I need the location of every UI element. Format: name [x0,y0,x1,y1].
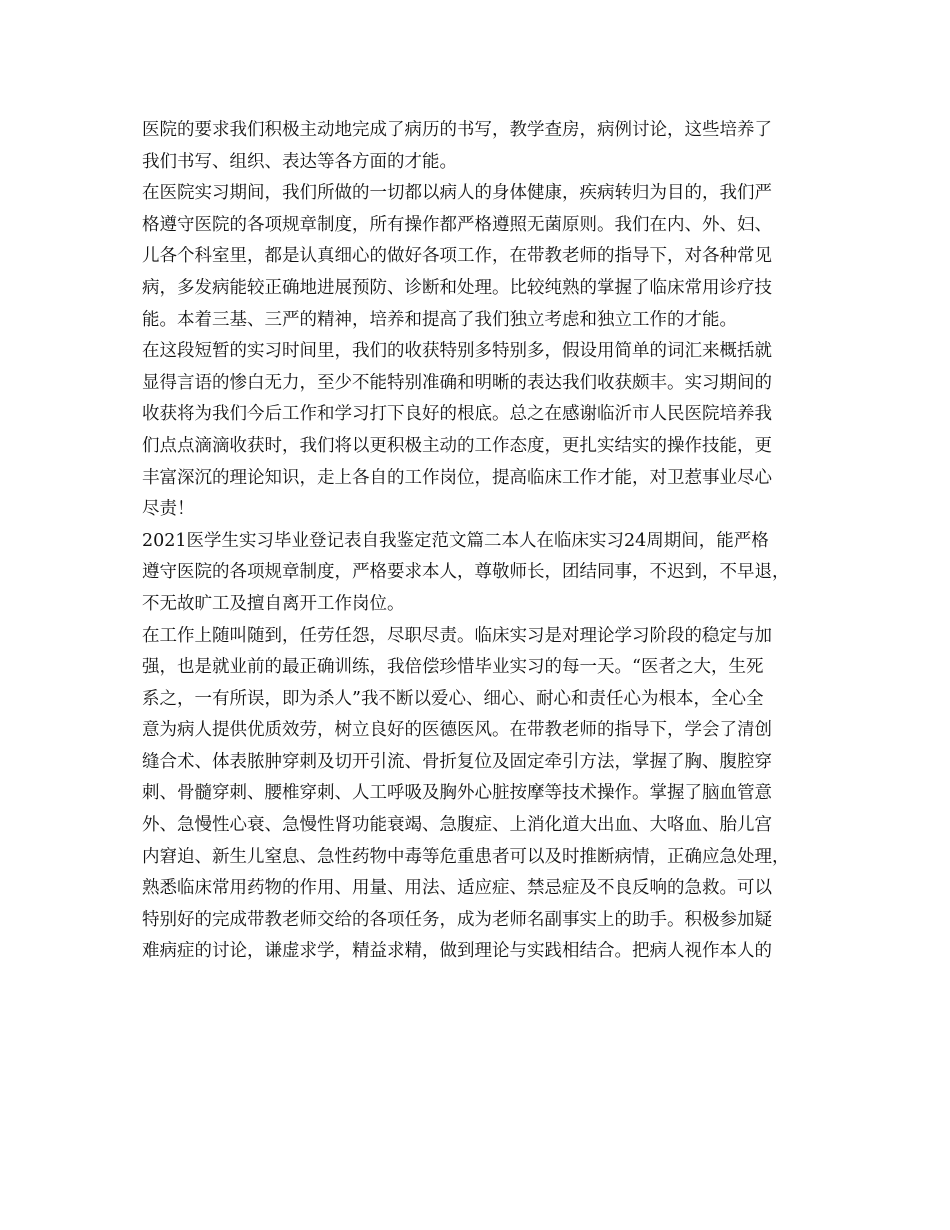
text-line: 难病症的讨论，谦虚求学，精益求精，做到理论与实践相结合。把病人视作本人的 [142,941,772,962]
text-line: 刺、骨髓穿刺、腰椎穿刺、人工呼吸及胸外心脏按摩等技术操作。掌握了脑血管意 [142,783,772,804]
text-line: 在医院实习期间，我们所做的一切都以病人的身体健康，疾病转归为目的，我们严 [142,183,772,204]
text-line: 们点点滴滴收获时，我们将以更积极主动的工作态度，更扎实结实的操作技能，更 [142,435,772,456]
text-line: 外、急慢性心衰、急慢性肾功能衰竭、急腹症、上消化道大出血、大咯血、胎儿宫 [142,815,772,836]
text-line: 缝合术、体表脓肿穿刺及切开引流、骨折复位及固定牵引方法，掌握了胸、腹腔穿 [142,751,772,772]
text-line: 特别好的完成带教老师交给的各项任务，成为老师名副事实上的助手。积极参加疑 [142,909,772,930]
text-line: 儿各个科室里，都是认真细心的做好各项工作，在带教老师的指导下，对各种常见 [142,246,772,267]
text-line: 我们书写、组织、表达等各方面的才能。 [142,151,457,172]
text-line: 收获将为我们今后工作和学习打下良好的根底。总之在感谢临沂市人民医院培养我 [142,404,772,425]
text-line: 能。本着三基、三严的精神，培养和提高了我们独立考虑和独立工作的才能。 [142,309,737,330]
text-line: 尽责！ [142,499,195,520]
text-line: 丰富深沉的理论知识，走上各自的工作岗位，提高临床工作才能，对卫惹事业尽心 [142,467,772,488]
text-line: 2021医学生实习毕业登记表自我鉴定范文篇二本人在临床实习24周期间，能严格 [142,530,769,551]
text-line: 熟悉临床常用药物的作用、用量、用法、适应症、禁忌症及不良反响的急救。可以 [142,878,772,899]
body-text [142,115,842,968]
text-line: 格遵守医院的各项规章制度，所有操作都严格遵照无菌原则。我们在内、外、妇、 [142,214,772,235]
text-line: 在这段短暂的实习时间里，我们的收获特别多特别多，假设用简单的词汇来概括就 [142,341,772,362]
text-line: 意为病人提供优质效劳，树立良好的医德医风。在带教老师的指导下，学会了清创 [142,720,772,741]
text-line: 病，多发病能较正确地进展预防、诊断和处理。比较纯熟的掌握了临床常用诊疗技 [142,277,772,298]
text-line: 遵守医院的各项规章制度，严格要求本人，尊敬师长，团结同事，不迟到，不早退， [142,562,790,583]
text-line: 强，也是就业前的最正确训练，我倍偿珍惜毕业实习的每一天。“医者之大，生死 [142,657,764,678]
text-line: 医院的要求我们积极主动地完成了病历的书写，教学查房，病例讨论，这些培养了 [142,120,772,140]
text-line: 显得言语的惨白无力，至少不能特别准确和明晰的表达我们收获颇丰。实习期间的 [142,372,772,393]
text-line: 内窘迫、新生儿窒息、急性药物中毒等危重患者可以及时推断病情，正确应急处理， [142,846,790,867]
text-line: 在工作上随叫随到，任劳任怨，尽职尽责。临床实习是对理论学习阶段的稳定与加 [142,625,772,646]
text-line: 系之，一有所误，即为杀人”我不断以爱心、细心、耐心和责任心为根本，全心全 [142,688,764,709]
text-line: 不无故旷工及擅自离开工作岗位。 [142,593,405,614]
